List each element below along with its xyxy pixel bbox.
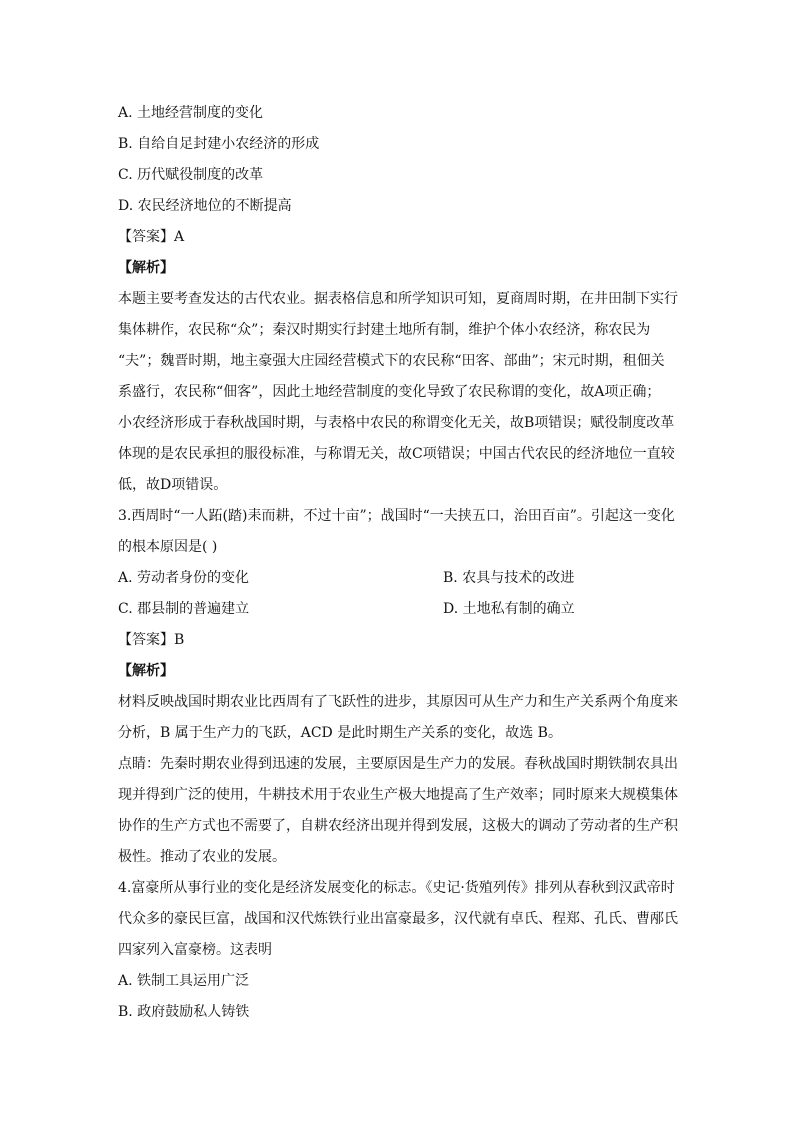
q3-analysis-line: 分析，B 属于生产力的飞跃，ACD 是此时期生产关系的变化，故选 B。 [118, 725, 562, 741]
q3-answer: 【答案】B [118, 632, 185, 648]
q3-option-d: D. 土地私有制的确立 [443, 601, 575, 617]
q3-analysis-label: 【解析】 [118, 663, 174, 679]
q3-analysis-line: 材料反映战国时期农业比西周有了飞跃性的进步，其原因可从生产力和生产关系两个角度来 [118, 694, 678, 710]
q4-option-b: B. 政府鼓励私人铸铁 [118, 1004, 250, 1020]
q2-analysis-line: 低，故D项错误。 [118, 477, 228, 493]
q3-note-line: 点睛：先秦时期农业得到迅速的发展，主要原因是生产力的发展。春秋战国时期铁制农具出 [118, 756, 678, 772]
q3-stem-line: 的根本原因是( ) [118, 539, 218, 555]
q2-option-c: C. 历代赋役制度的改革 [118, 167, 264, 183]
q2-analysis-line: 集体耕作，农民称“众”；秦汉时期实行封建土地所有制，维护个体小农经济，称农民为 [118, 322, 651, 338]
q3-option-a: A. 劳动者身份的变化 [118, 570, 250, 586]
q3-note-line: 现并得到广泛的使用，牛耕技术用于农业生产极大地提高了生产效率；同时原来大规模集体 [118, 787, 678, 803]
q3-stem-line: 3.西周时“一人跖(踏)耒而耕，不过十亩”；战国时“一夫挟五口，治田百亩”。引起这一变化 [118, 508, 675, 524]
q3-option-b: B. 农具与技术的改进 [443, 570, 575, 586]
q3-option-c: C. 郡县制的普遍建立 [118, 601, 250, 617]
q4-stem-line: 4.富豪所从事行业的变化是经济发展变化的标志。《史记·货殖列传》排列从春秋到汉武帝时 [118, 880, 675, 896]
q4-stem-line: 代众多的豪民巨富，战国和汉代炼铁行业出富豪最多，汉代就有卓氏、程郑、孔氏、曹邴氏 [118, 911, 678, 927]
q4-stem-line: 四家列入富豪榜。这表明 [118, 942, 272, 958]
q2-analysis-line: 体现的是农民承担的服役标准，与称谓无关，故C项错误；中国古代农民的经济地位一直较 [118, 446, 675, 462]
q2-answer: 【答案】A [118, 229, 185, 245]
q4-option-a: A. 铁制工具运用广泛 [118, 973, 250, 989]
q2-option-b: B. 自给自足封建小农经济的形成 [118, 136, 320, 152]
q3-note-line: 极性。推动了农业的发展。 [118, 849, 286, 865]
q2-analysis-line: 系盛行，农民称“佃客”，因此土地经营制度的变化导致了农民称谓的变化，故A项正确； [118, 384, 661, 400]
q2-option-d: D. 农民经济地位的不断提高 [118, 198, 292, 214]
q3-note-line: 协作的生产方式也不需要了，自耕农经济出现并得到发展，这极大的调动了劳动者的生产积 [118, 818, 678, 834]
q2-option-a: A. 土地经营制度的变化 [118, 105, 264, 121]
q2-analysis-label: 【解析】 [118, 260, 174, 276]
q2-analysis-line: 小农经济形成于春秋战国时期，与表格中农民的称谓变化无关，故B项错误；赋役制度改革 [118, 415, 675, 431]
q2-analysis-line: “夫”；魏晋时期，地主豪强大庄园经营模式下的农民称“田客、部曲”；宋元时期，租佃关 [118, 353, 665, 369]
q2-analysis-line: 本题主要考查发达的古代农业。据表格信息和所学知识可知，夏商周时期，在井田制下实行 [118, 291, 678, 307]
